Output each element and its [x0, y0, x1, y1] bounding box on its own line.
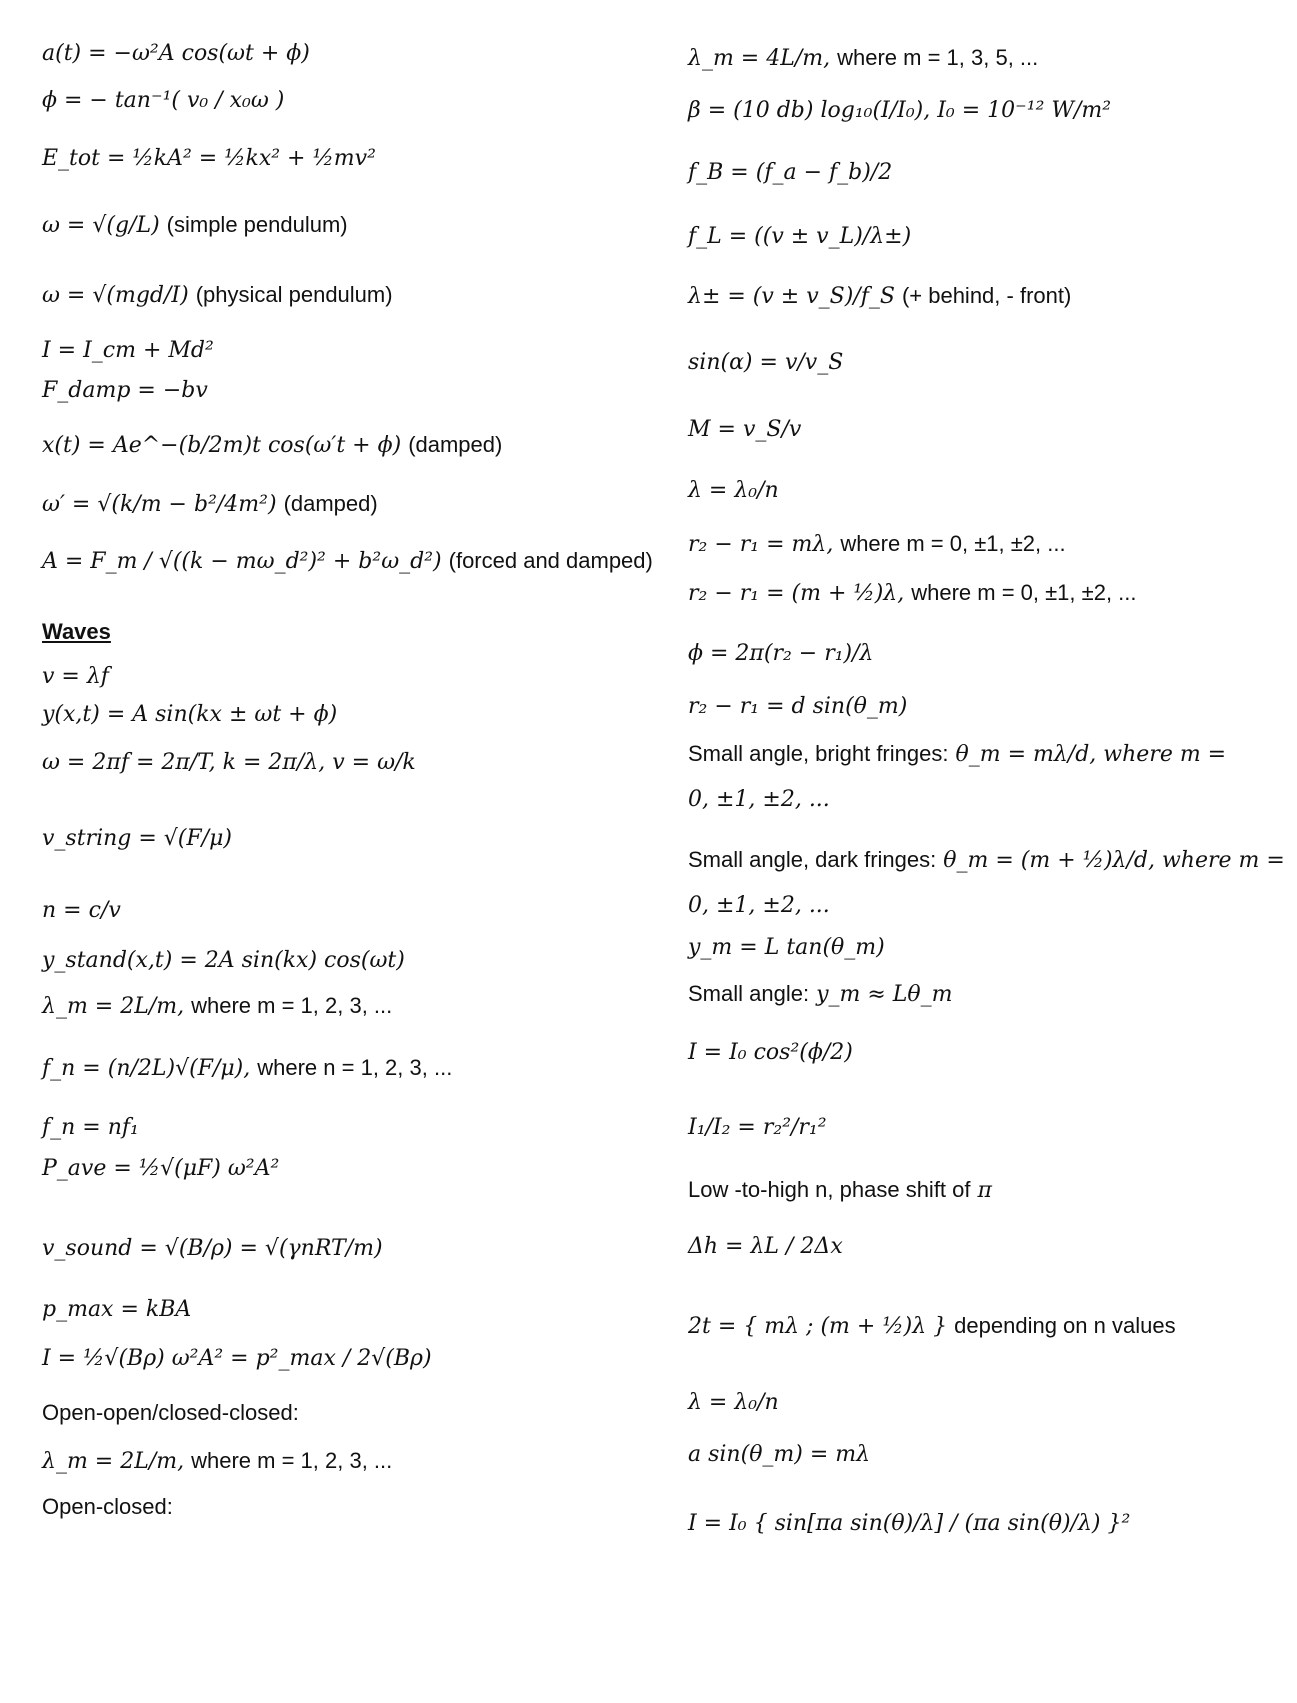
- equation: I = I₀ cos²(ϕ/2): [688, 1040, 853, 1065]
- right-formula-line: [688, 847, 1285, 873]
- right-formula-line: [688, 787, 830, 812]
- equation: f_B = (f_a − f_b)/2: [688, 160, 893, 185]
- left-formula-line: [42, 1346, 432, 1371]
- equation: y_m = L tan(θ_m): [688, 935, 885, 960]
- equation: a(t) = −ω²A cos(ωt + ϕ): [42, 41, 310, 66]
- equation-note: where m = 1, 3, 5, ...: [837, 45, 1039, 70]
- equation: ϕ = 2π(r₂ − r₁)/λ: [688, 641, 874, 666]
- left-formula-line: [42, 1400, 299, 1426]
- left-formula-line: [42, 1236, 383, 1261]
- left-formula-line: [42, 212, 348, 238]
- equation: sin(α) = v/v_S: [688, 350, 844, 375]
- left-formula-line: [42, 548, 653, 574]
- equation-note: (simple pendulum): [166, 212, 348, 237]
- right-formula-line: [688, 641, 874, 666]
- right-formula-line: [688, 935, 885, 960]
- left-formula-line: [42, 41, 310, 66]
- equation-note: Small angle, bright fringes:: [688, 741, 949, 766]
- left-formula-line: [42, 1115, 139, 1140]
- equation: ω = √(g/L): [42, 213, 160, 238]
- section-heading: Waves: [42, 619, 111, 644]
- equation-note: Low -to-high n, phase shift of: [688, 1177, 971, 1202]
- right-formula-line: [688, 283, 1071, 309]
- equation: π: [977, 1178, 992, 1203]
- left-formula-line: [42, 1297, 191, 1322]
- right-formula-line: [688, 1177, 992, 1203]
- equation-note: where m = 0, ±1, ±2, ...: [840, 531, 1066, 556]
- equation: p_max = kBA: [42, 1297, 192, 1322]
- equation-note: where m = 0, ±1, ±2, ...: [911, 580, 1137, 605]
- right-formula-line: [688, 417, 801, 442]
- equation: λ = λ₀/n: [688, 478, 779, 503]
- equation: 2t = { mλ ; (m + ½)λ }: [688, 1314, 948, 1339]
- left-formula-line: [42, 948, 405, 973]
- equation: y_m ≈ Lθ_m: [816, 982, 953, 1007]
- equation: β = (10 db) log₁₀(I/I₀), I₀ = 10⁻¹² W/m²: [688, 98, 1112, 123]
- equation: f_n = (n/2L)√(F/μ),: [42, 1056, 251, 1081]
- left-formula-line: [42, 702, 337, 727]
- equation: r₂ − r₁ = (m + ½)λ,: [688, 581, 905, 606]
- equation: λ± = (v ± v_S)/f_S: [688, 284, 895, 309]
- left-formula-line: [42, 619, 111, 645]
- right-formula-line: [688, 160, 892, 185]
- left-formula-line: [42, 1156, 279, 1181]
- right-formula-line: [688, 981, 953, 1007]
- equation: v = λf: [42, 664, 109, 689]
- equation: x(t) = Ae^−(b/2m)t cos(ω′t + ϕ): [42, 433, 402, 458]
- right-formula-line: [688, 1442, 870, 1467]
- right-formula-line: [688, 1115, 827, 1140]
- equation-note: where n = 1, 2, 3, ...: [257, 1055, 453, 1080]
- equation-note: where m = 1, 2, 3, ...: [191, 993, 393, 1018]
- equation-note: where m = 1, 2, 3, ...: [191, 1448, 393, 1473]
- left-formula-line: [42, 1055, 452, 1081]
- equation: λ = λ₀/n: [688, 1390, 779, 1415]
- left-formula-line: [42, 432, 502, 458]
- equation: r₂ − r₁ = d sin(θ_m): [688, 694, 908, 719]
- left-formula-line: [42, 664, 109, 689]
- left-formula-line: [42, 898, 121, 923]
- equation: I₁/I₂ = r₂²/r₁²: [688, 1115, 827, 1140]
- equation: θ_m = (m + ½)λ/d, where m =: [943, 848, 1285, 873]
- equation: ω = 2πf = 2π/T, k = 2π/λ, v = ω/k: [42, 750, 416, 775]
- equation: M = v_S/v: [688, 417, 802, 442]
- equation: ω = √(mgd/I): [42, 283, 189, 308]
- equation: y_stand(x,t) = 2A sin(kx) cos(ωt): [42, 948, 405, 973]
- equation-note: (+ behind, - front): [901, 283, 1072, 308]
- equation-note: Small angle, dark fringes:: [688, 847, 937, 872]
- equation: Δh = λL / 2Δx: [688, 1234, 843, 1259]
- right-formula-line: [688, 1511, 1130, 1536]
- left-formula-line: [42, 282, 393, 308]
- equation-note: (damped): [408, 432, 503, 457]
- right-formula-line: [688, 1313, 1176, 1339]
- right-formula-line: [688, 1234, 843, 1259]
- equation: ϕ = − tan⁻¹( v₀ / x₀ω ): [42, 88, 285, 113]
- equation: I = I_cm + Md²: [42, 338, 214, 363]
- left-formula-line: [42, 1494, 173, 1520]
- equation: n = c/v: [42, 898, 121, 923]
- left-formula-line: [42, 378, 208, 403]
- equation: I = I₀ { sin[πa sin(θ)/λ] / (πa sin(θ)/λ) }²: [688, 1511, 1131, 1536]
- left-formula-line: [42, 1448, 392, 1474]
- equation: f_L = ((v ± v_L)/λ±): [688, 224, 912, 249]
- right-formula-line: [688, 350, 843, 375]
- right-formula-line: [688, 694, 907, 719]
- right-formula-line: [688, 580, 1137, 606]
- equation-note: (damped): [283, 491, 378, 516]
- equation: ω′ = √(k/m − b²/4m²): [42, 492, 277, 517]
- equation: θ_m = mλ/d, where m =: [955, 742, 1227, 767]
- right-formula-line: [688, 531, 1066, 557]
- left-formula-line: [42, 88, 284, 113]
- right-formula-line: [688, 741, 1226, 767]
- equation-note: depending on n values: [954, 1313, 1176, 1338]
- equation: y(x,t) = A sin(kx ± ωt + ϕ): [42, 702, 338, 727]
- equation: 0, ±1, ±2, ...: [688, 893, 830, 918]
- equation-note: (forced and damped): [448, 548, 653, 573]
- equation: λ_m = 2L/m,: [42, 1449, 185, 1474]
- right-formula-line: [688, 478, 779, 503]
- right-formula-line: [688, 224, 911, 249]
- left-formula-line: [42, 826, 232, 851]
- equation: P_ave = ½√(μF) ω²A²: [42, 1156, 280, 1181]
- right-formula-line: [688, 1040, 853, 1065]
- equation: E_tot = ½kA² = ½kx² + ½mv²: [42, 146, 376, 171]
- left-formula-line: [42, 338, 214, 363]
- equation-note: Small angle:: [688, 981, 810, 1006]
- equation: λ_m = 2L/m,: [42, 994, 185, 1019]
- left-formula-line: [42, 750, 416, 775]
- right-formula-line: [688, 893, 830, 918]
- equation: a sin(θ_m) = mλ: [688, 1442, 871, 1467]
- right-formula-line: [688, 1390, 779, 1415]
- equation: 0, ±1, ±2, ...: [688, 787, 830, 812]
- equation: f_n = nf₁: [42, 1115, 139, 1140]
- left-formula-line: [42, 146, 376, 171]
- equation-note: Open-closed:: [42, 1494, 173, 1519]
- equation-note: Open-open/closed-closed:: [42, 1400, 299, 1425]
- equation-note: (physical pendulum): [195, 282, 393, 307]
- equation: λ_m = 4L/m,: [688, 46, 831, 71]
- left-formula-line: [42, 491, 378, 517]
- right-formula-line: [688, 45, 1038, 71]
- equation: A = F_m / √((k − mω_d²)² + b²ω_d²): [42, 549, 442, 574]
- right-formula-line: [688, 98, 1111, 123]
- equation: F_damp = −bv: [42, 378, 208, 403]
- equation: r₂ − r₁ = mλ,: [688, 532, 834, 557]
- equation: I = ½√(Bρ) ω²A² = p²_max / 2√(Bρ): [42, 1346, 432, 1371]
- equation: v_string = √(F/μ): [42, 826, 232, 851]
- left-formula-line: [42, 993, 392, 1019]
- equation: v_sound = √(B/ρ) = √(γnRT/m): [42, 1236, 383, 1261]
